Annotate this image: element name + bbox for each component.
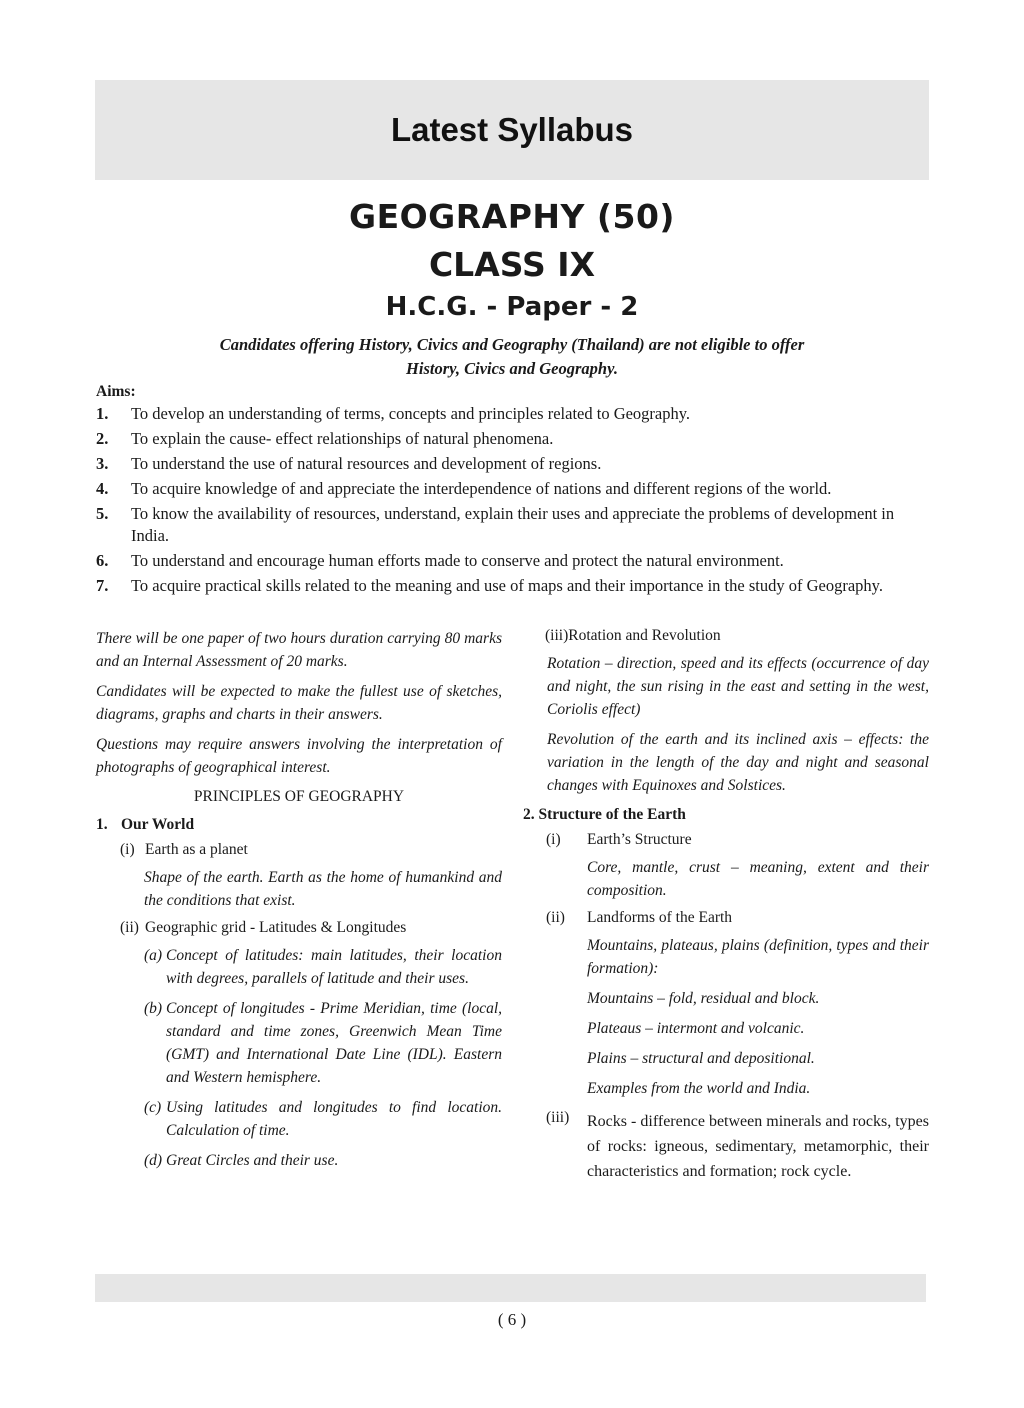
aim-number: 3. [96,454,109,473]
topic-text: Rocks - difference between minerals and rocks, types of rocks: igneous, sedimentary, metamorphic, their characteristics and formation; rock cycle. [587,1113,929,1180]
sketch-usage-note: Candidates will be expected to make the fullest use of sketches, diagrams, graphs and charts in their answers. [96,683,502,723]
aim-number: 1. [96,404,109,423]
subtopic-label: (c) [144,1099,162,1116]
topic-label: (iii) [546,1109,570,1126]
aim-item [96,550,932,572]
eligibility-note-line2: History, Civics and Geography. [406,359,618,378]
revolution-description: Revolution of the earth and its inclined axis – effects: the variation in the length of the day and night and seasonal changes with Equinoxes and Solstices. [547,731,929,794]
landforms-definition: Mountains, plateaus, plains (definition, types and their formation): [587,937,929,977]
footer-bar [95,1274,926,1302]
subtopic-great-circles [96,1149,502,1172]
paper-title: H.C.G. - Paper - 2 [385,292,639,322]
banner-title: Latest Syllabus [390,111,634,148]
aim-number: 7. [96,576,109,595]
topic-label: (i) [546,831,561,848]
topic-title: Geographic grid - Latitudes & Longitudes [145,919,407,936]
aim-number: 2. [96,429,109,448]
aim-text: To acquire practical skills related to the meaning and use of maps and their importance in the study of Geography. [131,576,883,595]
landforms-examples: Examples from the world and India. [587,1080,811,1097]
subtopic-latitudes [96,944,502,990]
topic-description: Shape of the earth. Earth as the home of humankind and the conditions that exist. [144,869,502,909]
subject-title: GEOGRAPHY (50) [349,197,675,236]
right-column [523,627,929,1184]
subtopic-location [96,1096,502,1142]
topic-title: Earth’s Structure [587,831,692,848]
aim-text: To understand the use of natural resources and development of regions. [131,454,602,473]
aims-list [96,403,932,600]
landforms-plateaus: Plateaus – intermont and volcanic. [587,1020,805,1037]
topic-landforms [523,909,929,927]
topic-rocks [523,1109,929,1184]
aim-number: 5. [96,504,109,523]
section-structure-of-earth: 2. Structure of the Earth [523,806,686,823]
aim-item [96,478,932,500]
topic-earth-as-planet [96,841,502,859]
aim-item [96,503,932,547]
topic-label: (i) [120,841,135,858]
top-banner [95,80,929,180]
topic-label: (ii) [546,909,565,926]
exam-duration-note: There will be one paper of two hours duration carrying 80 marks and an Internal Assessment of 20 marks. [96,630,502,670]
aim-text: To develop an understanding of terms, concepts and principles related to Geography. [131,404,691,423]
rotation-description: Rotation – direction, speed and its effects (occurrence of day and night, the sun rising in the east and setting in the west, Coriolis effect) [547,655,929,718]
landforms-plains: Plains – structural and depositional. [587,1050,815,1067]
topic-label: (ii) [120,919,139,936]
aim-item [96,453,932,475]
section-title: Our World [121,816,195,833]
aim-number: 6. [96,551,109,570]
subtopic-label: (d) [144,1152,163,1169]
aim-text: To explain the cause- effect relationships of natural phenomena. [131,429,554,448]
class-title: CLASS IX [428,245,596,284]
subtopic-text: Great Circles and their use. [166,1152,339,1169]
topic-title: Earth as a planet [145,841,248,858]
section-our-world [96,816,502,834]
landforms-mountains: Mountains – fold, residual and block. [587,990,820,1007]
topic-title: Landforms of the Earth [587,909,733,926]
topic-earth-structure [523,831,929,849]
aim-item [96,403,932,425]
subtopic-longitudes [96,997,502,1089]
principles-heading: PRINCIPLES OF GEOGRAPHY [193,788,405,805]
subtopic-text: Concept of latitudes: main latitudes, their location with degrees, parallels of latitude and their uses. [166,947,502,987]
aims-heading: Aims: [96,383,136,400]
page-number: ( 6 ) [497,1310,527,1329]
subtopic-text: Using latitudes and longitudes to find location. Calculation of time. [166,1099,502,1139]
aim-item [96,428,932,450]
aim-item [96,575,932,597]
aim-text: To understand and encourage human efforts made to conserve and protect the natural environment. [131,551,784,570]
topic-description: Core, mantle, crust – meaning, extent and their composition. [587,859,929,899]
topic-title: Rotation and Revolution [568,627,721,644]
subtopic-label: (a) [144,947,163,964]
photo-interpretation-note: Questions may require answers involving the interpretation of photographs of geographical interest. [96,736,502,776]
subtopic-label: (b) [144,1000,163,1017]
eligibility-note [130,333,894,381]
left-column [96,627,502,1172]
topic-rotation-revolution [523,627,929,645]
aim-text: To know the availability of resources, understand, explain their uses and appreciate the problems of development in India. [131,504,895,545]
aim-text: To acquire knowledge of and appreciate the interdependence of nations and different regions of the world. [131,479,832,498]
section-number: 1. [96,816,108,833]
eligibility-note-line1: Candidates offering History, Civics and Geography (Thailand) are not eligible to offer [219,335,805,354]
topic-label: (iii) [545,627,569,644]
topic-geographic-grid [96,919,502,937]
aim-number: 4. [96,479,109,498]
subtopic-text: Concept of longitudes - Prime Meridian, time (local, standard and time zones, Greenwich Mean Time (GMT) and International Date Line (IDL). Eastern and Western hemisphere. [166,1000,502,1086]
